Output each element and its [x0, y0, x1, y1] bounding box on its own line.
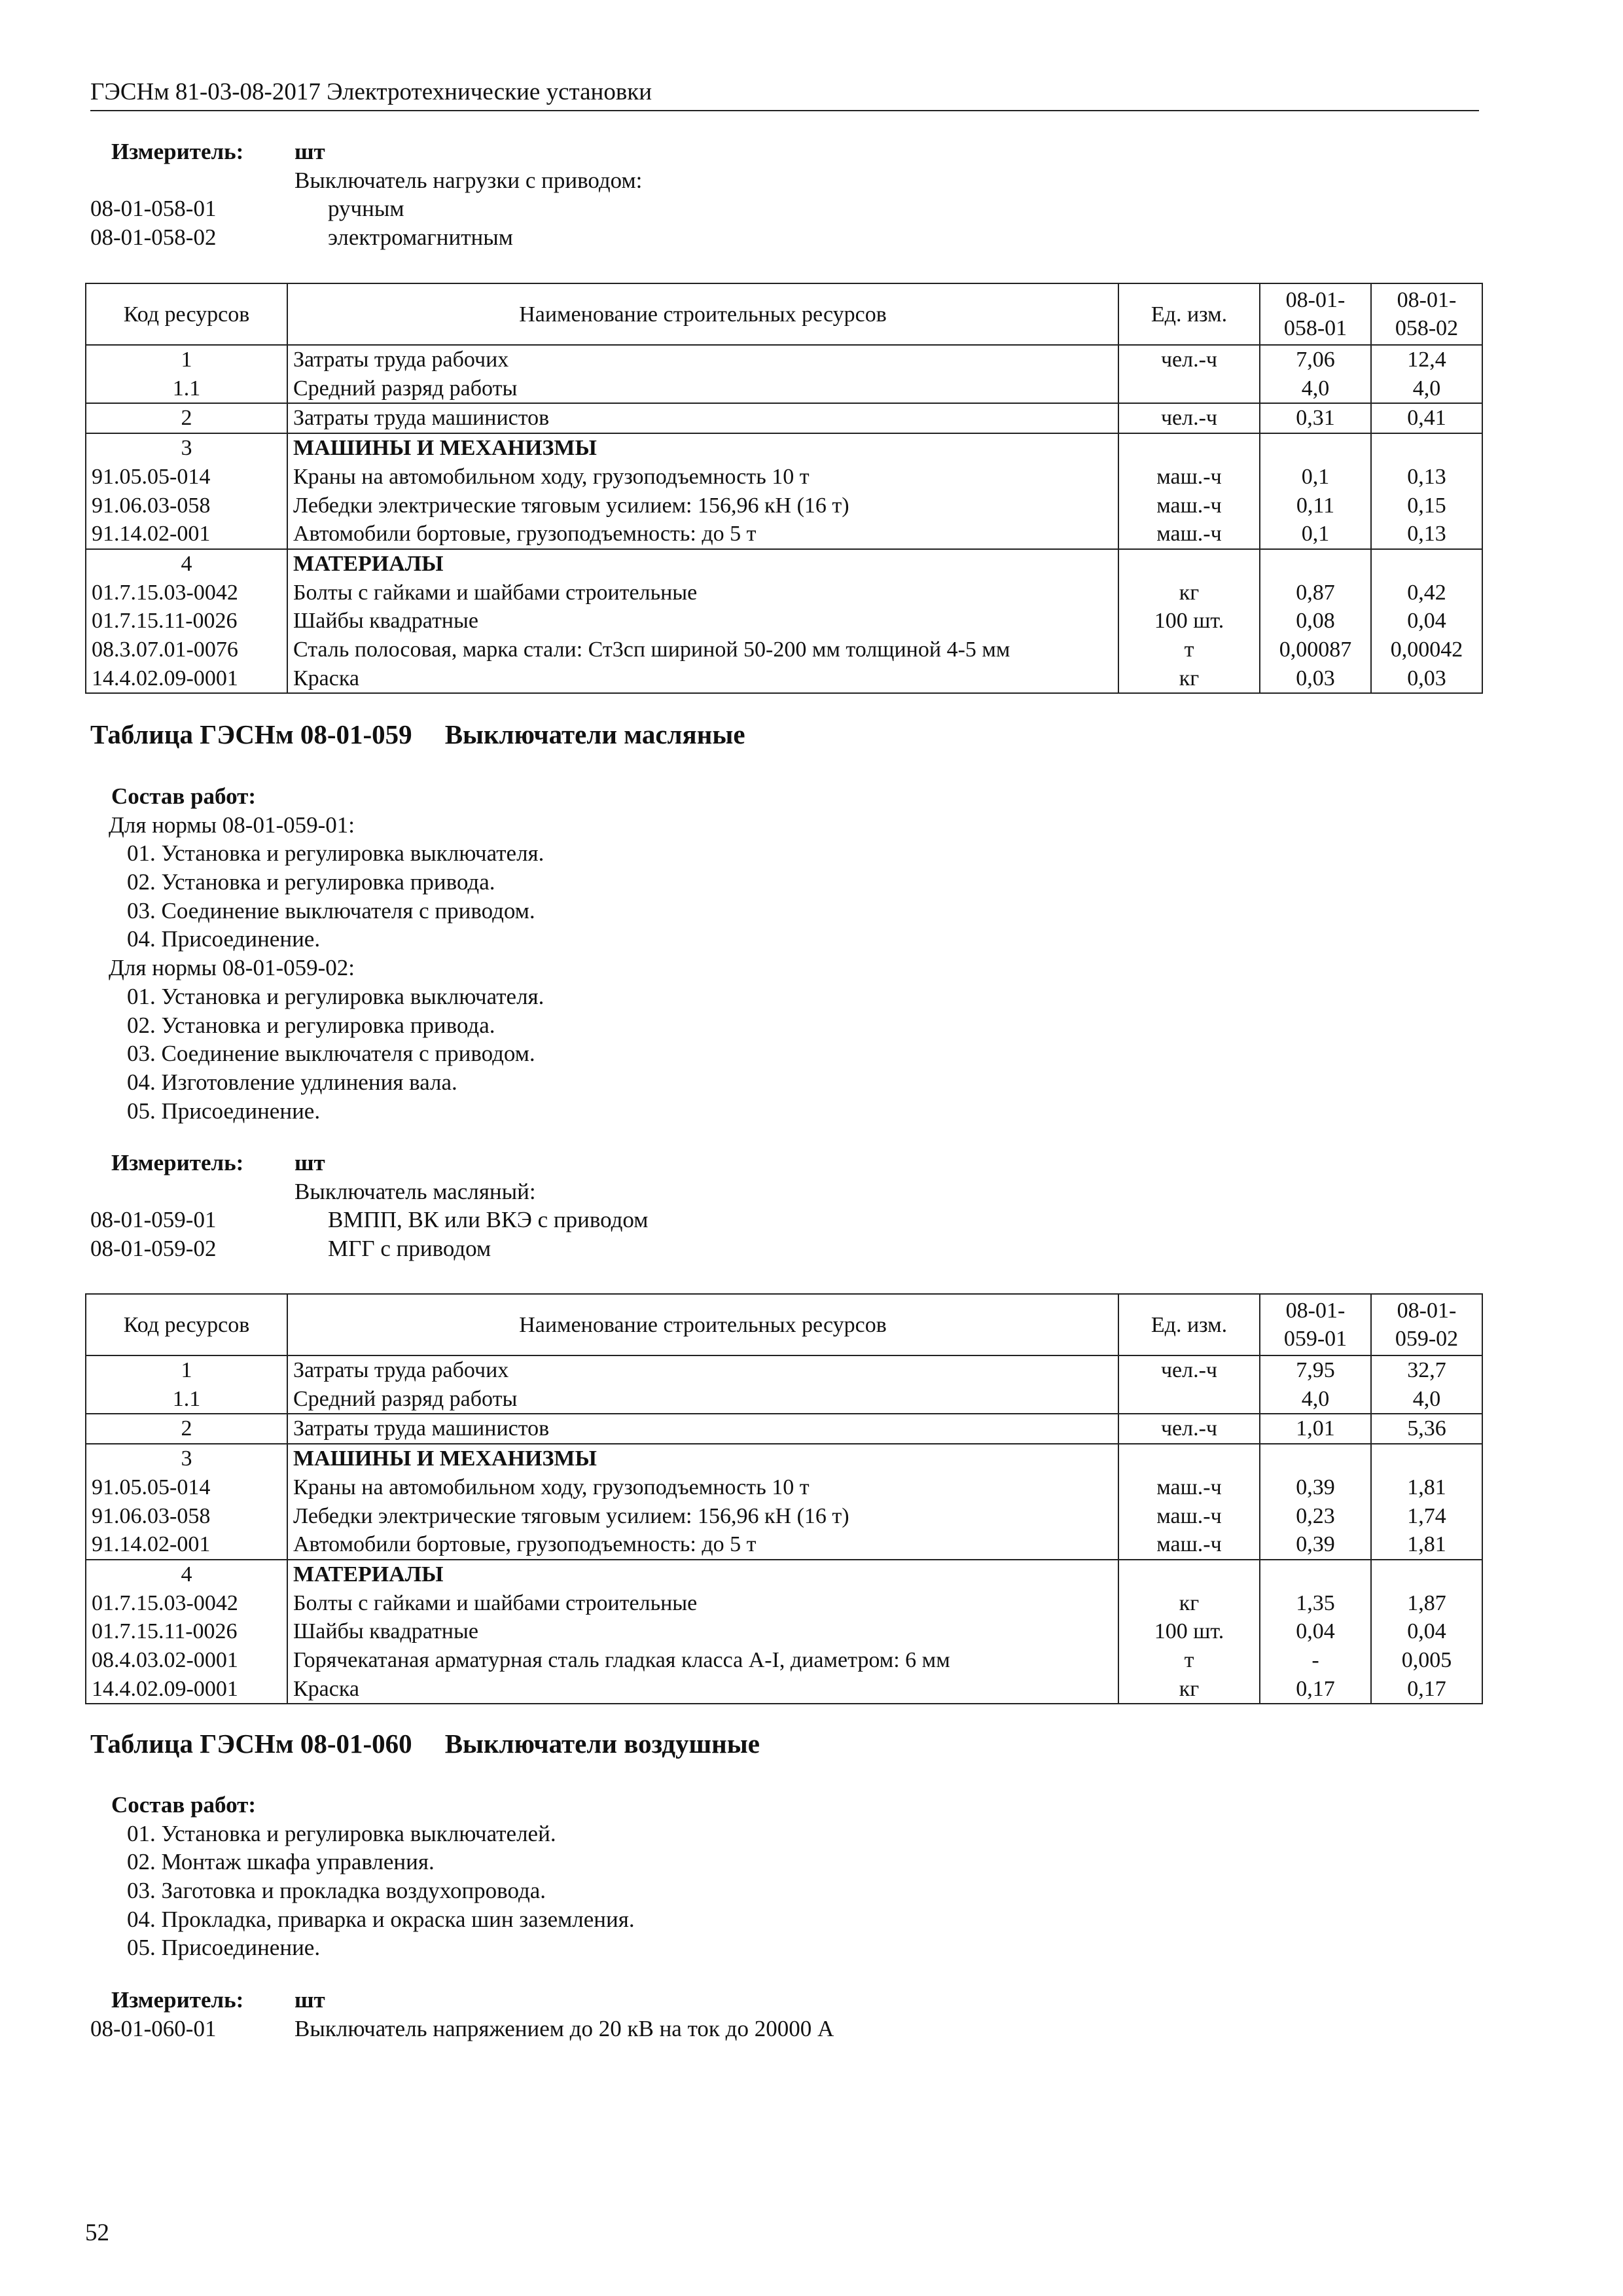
measure-caption: Выключатель масляный: [294, 1178, 536, 1204]
cell-name: Болты с гайками и шайбами строительные [287, 1589, 1118, 1618]
norm-code: 08-01-060-01 [90, 2015, 217, 2041]
cell-value-1: - [1260, 1646, 1371, 1675]
cell-unit: маш.-ч [1118, 1530, 1260, 1560]
cell-name: МАШИНЫ И МЕХАНИЗМЫ [287, 433, 1118, 463]
measure-label: Измеритель: [111, 1987, 244, 2013]
cell-unit: кг [1118, 579, 1260, 607]
cell-name: Лебедки электрические тяговым усилием: 156,96 кН (16 т) [287, 492, 1118, 520]
cell-name: Затраты труда машинистов [287, 1414, 1118, 1444]
table-row [86, 1646, 1482, 1675]
work-item: 01. Установка и регулировка выключателя. [127, 983, 544, 1009]
cell-value-2: 0,42 [1371, 579, 1482, 607]
table-row [86, 1589, 1482, 1618]
cell-unit [1118, 549, 1260, 579]
cell-unit [1118, 1560, 1260, 1589]
cell-value-2: 0,15 [1371, 492, 1482, 520]
cell-code: 4 [86, 549, 287, 579]
cell-name: Затраты труда машинистов [287, 403, 1118, 433]
cell-value-1: 0,1 [1260, 520, 1371, 549]
table-row [86, 549, 1482, 579]
cell-value-1: 7,95 [1260, 1355, 1371, 1385]
table-row [86, 1355, 1482, 1385]
table-title-059 [90, 719, 745, 750]
cell-code: 91.14.02-001 [86, 520, 287, 549]
measure-label: Измеритель: [111, 1150, 244, 1175]
norm-code: 08-01-059-01 [90, 1207, 217, 1233]
table-row [86, 607, 1482, 636]
measure-block-060 [90, 1986, 1479, 2043]
cell-value-1: 0,23 [1260, 1502, 1371, 1531]
cell-name: Болты с гайками и шайбами строительные [287, 579, 1118, 607]
cell-unit: чел.-ч [1118, 403, 1260, 433]
cell-value-2: 0,04 [1371, 1617, 1482, 1646]
cell-code: 3 [86, 433, 287, 463]
cell-value-1 [1260, 433, 1371, 463]
cell-value-2: 0,00042 [1371, 636, 1482, 664]
cell-name: Затраты труда рабочих [287, 1355, 1118, 1385]
cell-unit: чел.-ч [1118, 1414, 1260, 1444]
cell-name: Автомобили бортовые, грузоподъемность: до 5 т [287, 520, 1118, 549]
cell-code: 1.1 [86, 374, 287, 404]
work-item: 02. Установка и регулировка привода. [127, 869, 495, 895]
cell-unit [1118, 1444, 1260, 1473]
work-item: 04. Прокладка, приварка и окраска шин заземления. [127, 1906, 635, 1932]
cell-unit: маш.-ч [1118, 463, 1260, 492]
work-composition-059 [90, 782, 1479, 1125]
cell-value-2: 1,74 [1371, 1502, 1482, 1531]
cell-name: МАТЕРИАЛЫ [287, 1560, 1118, 1589]
th-col-2-line2: 059-02 [1395, 1327, 1459, 1351]
work-item: 04. Изготовление удлинения вала. [127, 1069, 457, 1095]
cell-value-2: 4,0 [1371, 374, 1482, 404]
norm-name: ручным [328, 196, 404, 222]
norm-code: 08-01-058-01 [90, 196, 217, 222]
th-col-2 [1371, 283, 1482, 345]
norm-name: Выключатель напряжением до 20 кВ на ток до 20000 А [294, 2015, 834, 2041]
table-row [86, 1530, 1482, 1560]
cell-name: Средний разряд работы [287, 374, 1118, 404]
cell-code: 2 [86, 1414, 287, 1444]
cell-code: 1 [86, 345, 287, 374]
cell-value-2: 12,4 [1371, 345, 1482, 374]
th-col-1-line2: 059-01 [1283, 1327, 1347, 1351]
measure-block-058 [90, 137, 1479, 252]
cell-unit: кг [1118, 1589, 1260, 1618]
table-row [86, 403, 1482, 433]
work-item: 05. Присоединение. [127, 1935, 321, 1961]
cell-unit: чел.-ч [1118, 345, 1260, 374]
measure-block-059 [90, 1149, 1479, 1263]
cell-name: Автомобили бортовые, грузоподъемность: до 5 т [287, 1530, 1118, 1560]
table-row [86, 1675, 1482, 1704]
table-row [86, 579, 1482, 607]
cell-value-2: 1,87 [1371, 1589, 1482, 1618]
cell-value-2: 0,04 [1371, 607, 1482, 636]
work-item: 03. Соединение выключателя с приводом. [127, 897, 535, 924]
cell-name: Краны на автомобильном ходу, грузоподъемность 10 т [287, 1473, 1118, 1502]
table-row [86, 433, 1482, 463]
cell-value-2: 32,7 [1371, 1355, 1482, 1385]
cell-unit [1118, 1385, 1260, 1414]
th-code: Код ресурсов [86, 283, 287, 345]
work-item: 01. Установка и регулировка выключателя. [127, 840, 544, 867]
cell-value-2 [1371, 433, 1482, 463]
measure-caption: Выключатель нагрузки с приводом: [294, 167, 643, 193]
cell-unit: т [1118, 1646, 1260, 1675]
cell-value-2 [1371, 1444, 1482, 1473]
cell-unit [1118, 433, 1260, 463]
cell-unit: маш.-ч [1118, 1502, 1260, 1531]
cell-value-1: 4,0 [1260, 1385, 1371, 1414]
cell-value-1: 0,39 [1260, 1473, 1371, 1502]
table-header-row [86, 1294, 1482, 1355]
cell-value-2 [1371, 1560, 1482, 1589]
cell-value-1: 7,06 [1260, 345, 1371, 374]
work-item: 03. Соединение выключателя с приводом. [127, 1041, 535, 1067]
table-row [86, 1502, 1482, 1531]
table-row [86, 345, 1482, 374]
norm-code: 08-01-058-02 [90, 224, 217, 251]
cell-code: 14.4.02.09-0001 [86, 664, 287, 694]
cell-code: 4 [86, 1560, 287, 1589]
resource-table-059 [85, 1293, 1483, 1704]
table-name: Выключатели масляные [444, 719, 745, 749]
norm-name: ВМПП, ВК или ВКЭ с приводом [328, 1207, 649, 1233]
cell-code: 1.1 [86, 1385, 287, 1414]
work-composition-060 [90, 1791, 1479, 1962]
th-code: Код ресурсов [86, 1294, 287, 1355]
cell-value-1: 0,00087 [1260, 636, 1371, 664]
cell-code: 91.05.05-014 [86, 463, 287, 492]
cell-unit: маш.-ч [1118, 520, 1260, 549]
cell-name: МАТЕРИАЛЫ [287, 549, 1118, 579]
cell-name: Шайбы квадратные [287, 607, 1118, 636]
cell-name: Затраты труда рабочих [287, 345, 1118, 374]
th-col-2-line2: 058-02 [1395, 316, 1459, 340]
cell-value-2 [1371, 549, 1482, 579]
cell-name: Краны на автомобильном ходу, грузоподъемность 10 т [287, 463, 1118, 492]
table-header-row [86, 283, 1482, 345]
table-row [86, 664, 1482, 694]
th-unit: Ед. изм. [1118, 283, 1260, 345]
cell-value-2: 0,17 [1371, 1675, 1482, 1704]
cell-value-1 [1260, 1560, 1371, 1589]
cell-name: Горячекатаная арматурная сталь гладкая класса А-I, диаметром: 6 мм [287, 1646, 1118, 1675]
cell-value-1: 4,0 [1260, 374, 1371, 404]
cell-value-2: 1,81 [1371, 1530, 1482, 1560]
cell-value-2: 1,81 [1371, 1473, 1482, 1502]
table-row [86, 1617, 1482, 1646]
running-header: ГЭСНм 81-03-08-2017 Электротехнические установки [90, 76, 1479, 111]
table-number: Таблица ГЭСНм 08-01-059 [90, 719, 412, 749]
th-col-1 [1260, 283, 1371, 345]
cell-value-2: 0,13 [1371, 463, 1482, 492]
cell-value-1: 0,08 [1260, 607, 1371, 636]
cell-name: Краска [287, 664, 1118, 694]
cell-unit: кг [1118, 664, 1260, 694]
cell-value-1: 1,01 [1260, 1414, 1371, 1444]
cell-name: МАШИНЫ И МЕХАНИЗМЫ [287, 1444, 1118, 1473]
cell-code: 91.06.03-058 [86, 1502, 287, 1531]
cell-unit: кг [1118, 1675, 1260, 1704]
work-item: 05. Присоединение. [127, 1098, 321, 1124]
th-col-2-line1: 08-01- [1397, 1299, 1457, 1323]
cell-value-1: 0,04 [1260, 1617, 1371, 1646]
cell-code: 08.4.03.02-0001 [86, 1646, 287, 1675]
norm-code: 08-01-059-02 [90, 1236, 217, 1262]
work-item: 04. Присоединение. [127, 926, 321, 952]
work-item: 01. Установка и регулировка выключателей. [127, 1820, 556, 1846]
cell-unit: т [1118, 636, 1260, 664]
table-row [86, 1473, 1482, 1502]
cell-code: 1 [86, 1355, 287, 1385]
cell-value-1: 1,35 [1260, 1589, 1371, 1618]
cell-code: 08.3.07.01-0076 [86, 636, 287, 664]
norm-name: МГГ с приводом [328, 1236, 491, 1262]
cell-value-1: 0,11 [1260, 492, 1371, 520]
cell-unit: 100 шт. [1118, 607, 1260, 636]
table-row [86, 1560, 1482, 1589]
th-name: Наименование строительных ресурсов [287, 283, 1118, 345]
cell-unit: 100 шт. [1118, 1617, 1260, 1646]
th-name: Наименование строительных ресурсов [287, 1294, 1118, 1355]
cell-unit: чел.-ч [1118, 1355, 1260, 1385]
cell-name: Лебедки электрические тяговым усилием: 156,96 кН (16 т) [287, 1502, 1118, 1531]
cell-name: Шайбы квадратные [287, 1617, 1118, 1646]
cell-value-1: 0,03 [1260, 664, 1371, 694]
cell-value-2: 0,13 [1371, 520, 1482, 549]
cell-code: 01.7.15.11-0026 [86, 607, 287, 636]
cell-value-1 [1260, 1444, 1371, 1473]
cell-value-2: 5,36 [1371, 1414, 1482, 1444]
cell-value-1: 0,39 [1260, 1530, 1371, 1560]
cell-value-1 [1260, 549, 1371, 579]
cell-value-2: 4,0 [1371, 1385, 1482, 1414]
work-item: 02. Монтаж шкафа управления. [127, 1849, 435, 1875]
measure-unit: шт [294, 1150, 325, 1175]
work-item: 02. Установка и регулировка привода. [127, 1012, 495, 1038]
work-item: 03. Заготовка и прокладка воздухопровода. [127, 1878, 546, 1904]
work-label: Состав работ: [111, 1792, 256, 1818]
cell-value-1: 0,31 [1260, 403, 1371, 433]
table-number: Таблица ГЭСНм 08-01-060 [90, 1729, 412, 1759]
table-row [86, 492, 1482, 520]
cell-value-1: 0,17 [1260, 1675, 1371, 1704]
cell-code: 91.14.02-001 [86, 1530, 287, 1560]
cell-value-2: 0,03 [1371, 664, 1482, 694]
cell-value-1: 0,87 [1260, 579, 1371, 607]
table-row [86, 520, 1482, 549]
table-name: Выключатели воздушные [444, 1729, 760, 1759]
th-col-2-line1: 08-01- [1397, 288, 1457, 312]
measure-unit: шт [294, 139, 325, 164]
table-title-060 [90, 1728, 760, 1759]
cell-name: Средний разряд работы [287, 1385, 1118, 1414]
th-col-1-line1: 08-01- [1285, 1299, 1346, 1323]
cell-unit: маш.-ч [1118, 492, 1260, 520]
measure-unit: шт [294, 1987, 325, 2013]
table-row [86, 463, 1482, 492]
cell-value-2: 0,41 [1371, 403, 1482, 433]
th-col-1 [1260, 1294, 1371, 1355]
th-col-2 [1371, 1294, 1482, 1355]
cell-code: 01.7.15.03-0042 [86, 579, 287, 607]
cell-code: 01.7.15.11-0026 [86, 1617, 287, 1646]
norm-name: электромагнитным [328, 224, 513, 251]
cell-unit: маш.-ч [1118, 1473, 1260, 1502]
cell-name: Краска [287, 1675, 1118, 1704]
cell-value-2: 0,005 [1371, 1646, 1482, 1675]
cell-code: 3 [86, 1444, 287, 1473]
work-item: Для нормы 08-01-059-02: [109, 955, 355, 981]
table-row [86, 1385, 1482, 1414]
measure-label: Измеритель: [111, 139, 244, 164]
th-col-1-line2: 058-01 [1283, 316, 1347, 340]
work-label: Состав работ: [111, 783, 256, 809]
cell-code: 01.7.15.03-0042 [86, 1589, 287, 1618]
table-row [86, 636, 1482, 664]
cell-code: 14.4.02.09-0001 [86, 1675, 287, 1704]
cell-value-1: 0,1 [1260, 463, 1371, 492]
resource-table-058 [85, 283, 1483, 694]
th-col-1-line1: 08-01- [1285, 288, 1346, 312]
table-row [86, 1414, 1482, 1444]
table-row [86, 374, 1482, 404]
cell-code: 91.05.05-014 [86, 1473, 287, 1502]
th-unit: Ед. изм. [1118, 1294, 1260, 1355]
work-item: Для нормы 08-01-059-01: [109, 812, 355, 838]
cell-code: 2 [86, 403, 287, 433]
table-row [86, 1444, 1482, 1473]
cell-code: 91.06.03-058 [86, 492, 287, 520]
page-number: 52 [85, 2219, 109, 2246]
cell-unit [1118, 374, 1260, 404]
cell-name: Сталь полосовая, марка стали: Ст3сп шириной 50-200 мм толщиной 4-5 мм [287, 636, 1118, 664]
